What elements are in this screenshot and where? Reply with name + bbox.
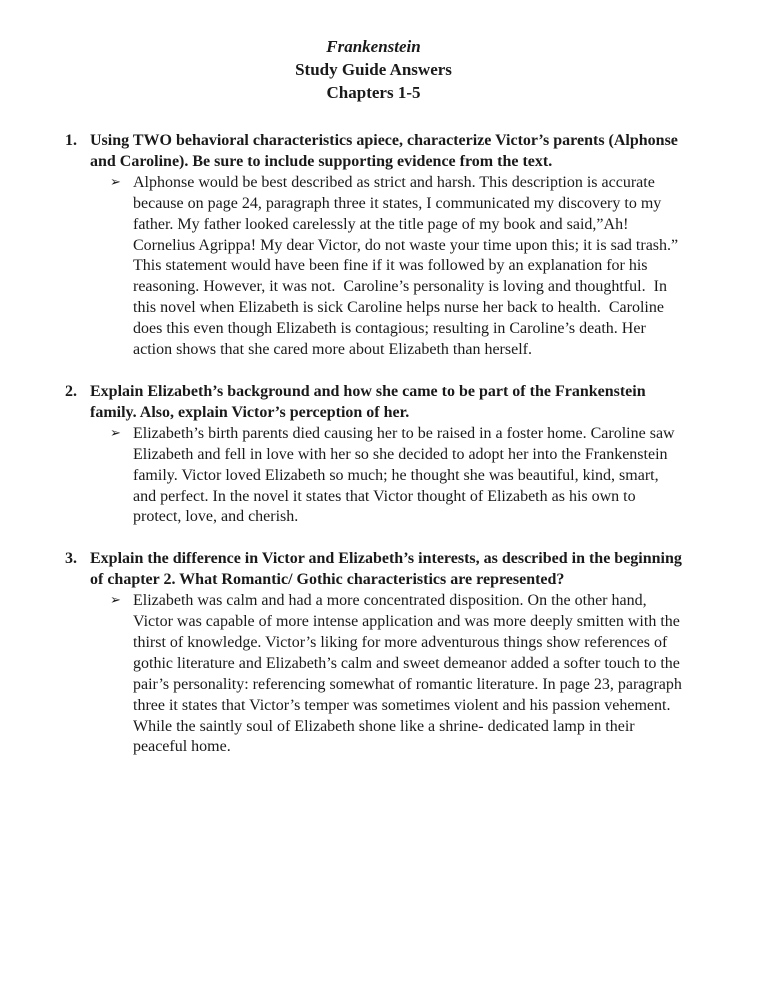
question-2-answer-text: Elizabeth’s birth parents died causing her to be raised in a foster home. Caroline saw Elizabeth and fell in love with her so she decided to adopt her into the Frankenstein family. Victor loved Elizabeth so much; he thought she was beautiful, kind, smart, and perfect. In the novel it states that Victor thought of Elizabeth as his own to protect, love, and cherish.: [133, 424, 679, 526]
arrow-bullet-icon: ➢: [110, 174, 121, 190]
question-2-row: [65, 382, 682, 424]
question-1-answer-item: [110, 173, 686, 361]
question-3-row: [65, 549, 682, 591]
question-2-number: 2.: [65, 382, 77, 400]
question-3-number: 3.: [65, 550, 77, 568]
question-2: [65, 382, 682, 528]
question-3-answer-text: Elizabeth was calm and had a more concentrated disposition. On the other hand, Victor was capable of more intense application and was more deeply smitten with the thirst of knowledge. Victor’s liking for more adventurous things show references of gothic literature and Elizabeth’s calm and sweet demeanor added a softer touch to the pair’s personality: referencing somewhat of romantic literature. In page 23, paragraph three it states that Victor’s temper was sometimes violent and his passion vehement. While the saintly soul of Elizabeth shone like a shrine- dedicated lamp in their peaceful home.: [133, 592, 686, 756]
question-1: [65, 131, 686, 361]
question-1-row: [65, 131, 682, 173]
book-title: Frankenstein: [326, 37, 421, 56]
question-3-text: Explain the difference in Victor and Elizabeth’s interests, as described in the beginning of chapter 2. What Romantic/ Gothic characteristics are represented?: [90, 550, 682, 589]
question-1-answer-text: Alphonse would be best described as strict and harsh. This description is accurate because on page 24, paragraph three it states, I communicated my discovery to my father. My father looked carelessly at the title page of my book and said,”Ah! Cornelius Agrippa! My dear Victor, do not waste your time upon this; it is sad trash.” This statement would have been fine if it was followed by an explanation for his reasoning. However, it was not. Caroline’s personality is loving and thoughtful. In this novel when Elizabeth is sick Caroline helps nurse her back to health. Caroline does this even though Elizabeth is contagious; resulting in Caroline’s death. Her action shows that she cared more about Elizabeth than herself.: [133, 173, 686, 359]
document-title-block: [65, 35, 682, 104]
document-chapters: Chapters 1-5: [326, 83, 421, 102]
document-subtitle: Study Guide Answers: [295, 60, 452, 79]
arrow-bullet-icon: ➢: [110, 593, 121, 609]
question-2-answer-item: [110, 424, 682, 529]
question-3-answer-item: [110, 591, 686, 758]
question-1-text: Using TWO behavioral characteristics apiece, characterize Victor’s parents (Alphonse and Caroline). Be sure to include supporting evidence from the text.: [90, 132, 678, 170]
arrow-bullet-icon: ➢: [110, 425, 121, 441]
question-2-text: Explain Elizabeth’s background and how she came to be part of the Frankenstein family. Also, explain Victor’s perception of her.: [90, 382, 646, 421]
question-3: [65, 549, 686, 758]
question-1-number: 1.: [65, 132, 77, 149]
